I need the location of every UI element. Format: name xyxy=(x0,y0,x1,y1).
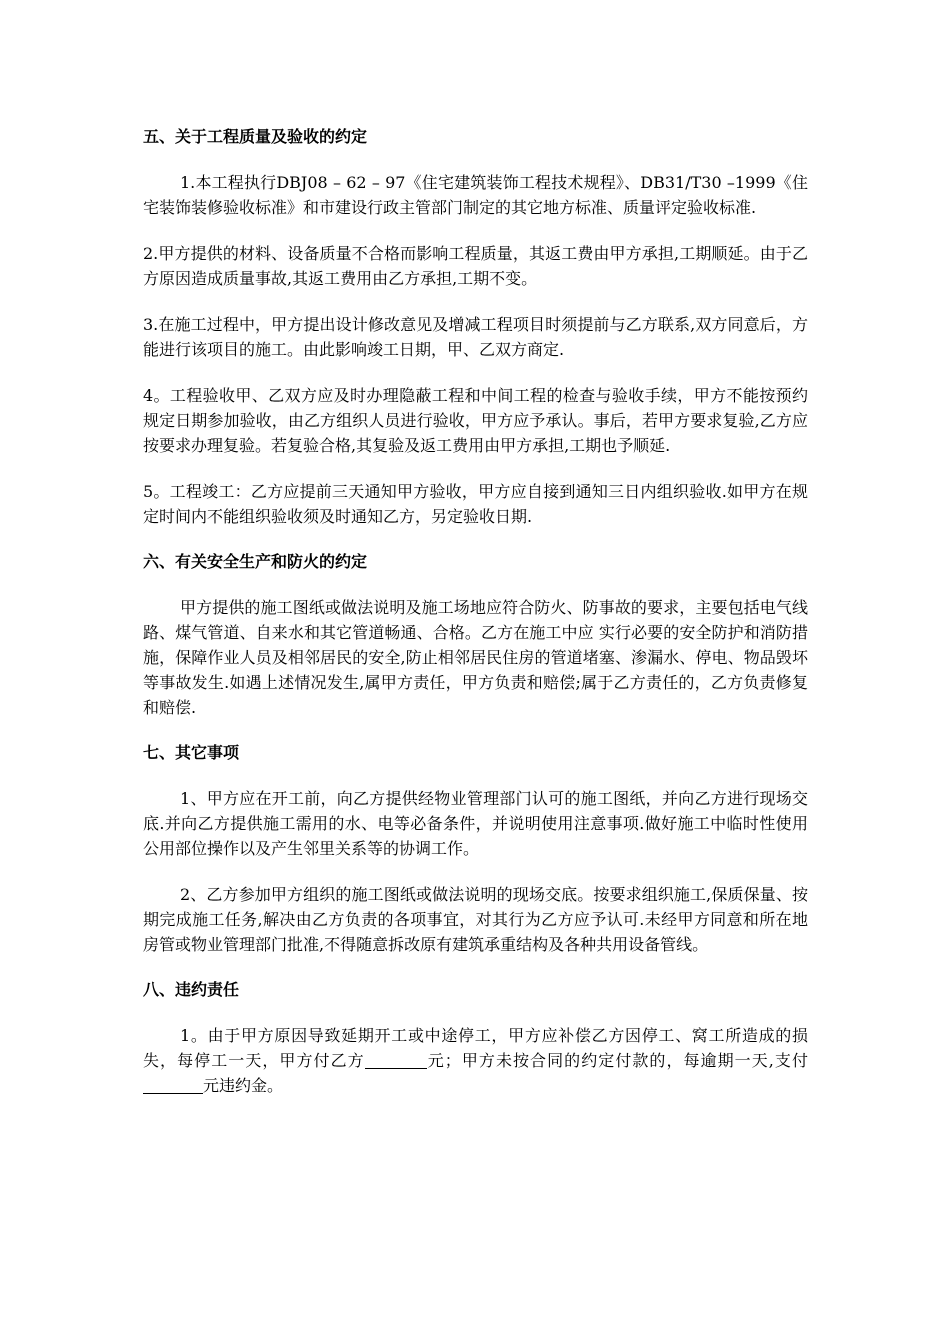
section-heading-quality: 五、关于工程质量及验收的约定 xyxy=(143,127,368,146)
clause-6-1: 甲方提供的施工图纸或做法说明及施工场地应符合防火、防事故的要求，主要包括电气线路、煤气管道、自来水和其它管道畅通、合格。乙方在施工中应 实行必要的安全防护和消防措施，保障作业人员及相邻居民的安全,防止相邻居民住房的管道堵塞、渗漏水、停电、物品毁坏等事故发生.如遇上述情况发生,属甲方责任，甲方负责和赔偿;属于乙方责任的，乙方负责修复和赔偿. xyxy=(143,598,808,717)
section-heading-liability: 八、违约责任 xyxy=(143,980,240,999)
clause-8-1-text-c: 元违约金。 xyxy=(203,1076,284,1095)
document-body xyxy=(143,125,808,1119)
clause-5-2: 2.甲方提供的材料、设备质量不合格而影响工程质量，其返工费由甲方承担,工期顺延。由于乙方原因造成质量事故,其返工费用由乙方承担,工期不变。 xyxy=(143,244,808,288)
clause-7-1: 1、甲方应在开工前，向乙方提供经物业管理部门认可的施工图纸，并向乙方进行现场交底.并向乙方提供施工需用的水、电等必备条件，并说明使用注意事项.做好施工中临时性使用公用部位操作以及产生邻里关系等的协调工作。 xyxy=(143,789,808,858)
section-heading-safety: 六、有关安全生产和防火的约定 xyxy=(143,552,368,571)
clause-8-1 xyxy=(143,1023,808,1098)
clause-5-5: 5。工程竣工：乙方应提前三天通知甲方验收，甲方应自接到通知三日内组织验收.如甲方在规定时间内不能组织验收须及时通知乙方，另定验收日期. xyxy=(143,482,808,526)
clause-5-3: 3.在施工过程中，甲方提出设计修改意见及增减工程项目时须提前与乙方联系,双方同意后，方能进行该项目的施工。由此影响竣工日期，甲、乙双方商定. xyxy=(143,315,808,359)
fill-in-blank-penalty[interactable] xyxy=(143,1077,203,1094)
fill-in-blank-amount[interactable] xyxy=(365,1052,427,1069)
clause-8-1-text-b: 元；甲方未按合同的约定付款的，每逾期一天,支付 xyxy=(426,1051,808,1070)
clause-7-2: 2、乙方参加甲方组织的施工图纸或做法说明的现场交底。按要求组织施工,保质保量、按期完成施工任务,解决由乙方负责的各项事宜，对其行为乙方应予认可.未经甲方同意和所在地房管或物业管理部门批准,不得随意拆改原有建筑承重结构及各种共用设备管线。 xyxy=(143,885,808,954)
clause-5-1: 1.本工程执行DBJ08 – 62 – 97《住宅建筑装饰工程技术规程》、DB31/T30 –1999《住宅装饰装修验收标准》和市建设行政主管部门制定的其它地方标准、质量评定验收标准. xyxy=(143,173,808,217)
clause-8-1-text-a: 1。由于甲方原因导致延期开工或中途停工，甲方应补偿乙方因停工、窝工所造成的损失，每停工一天，甲方付乙方 xyxy=(143,1026,808,1070)
section-heading-other: 七、其它事项 xyxy=(143,743,240,762)
clause-5-4: 4。工程验收甲、乙双方应及时办理隐蔽工程和中间工程的检查与验收手续，甲方不能按预约规定日期参加验收，由乙方组织人员进行验收，甲方应予承认。事后，若甲方要求复验,乙方应按要求办理复验。若复验合格,其复验及返工费用由甲方承担,工期也予顺延. xyxy=(143,386,808,455)
